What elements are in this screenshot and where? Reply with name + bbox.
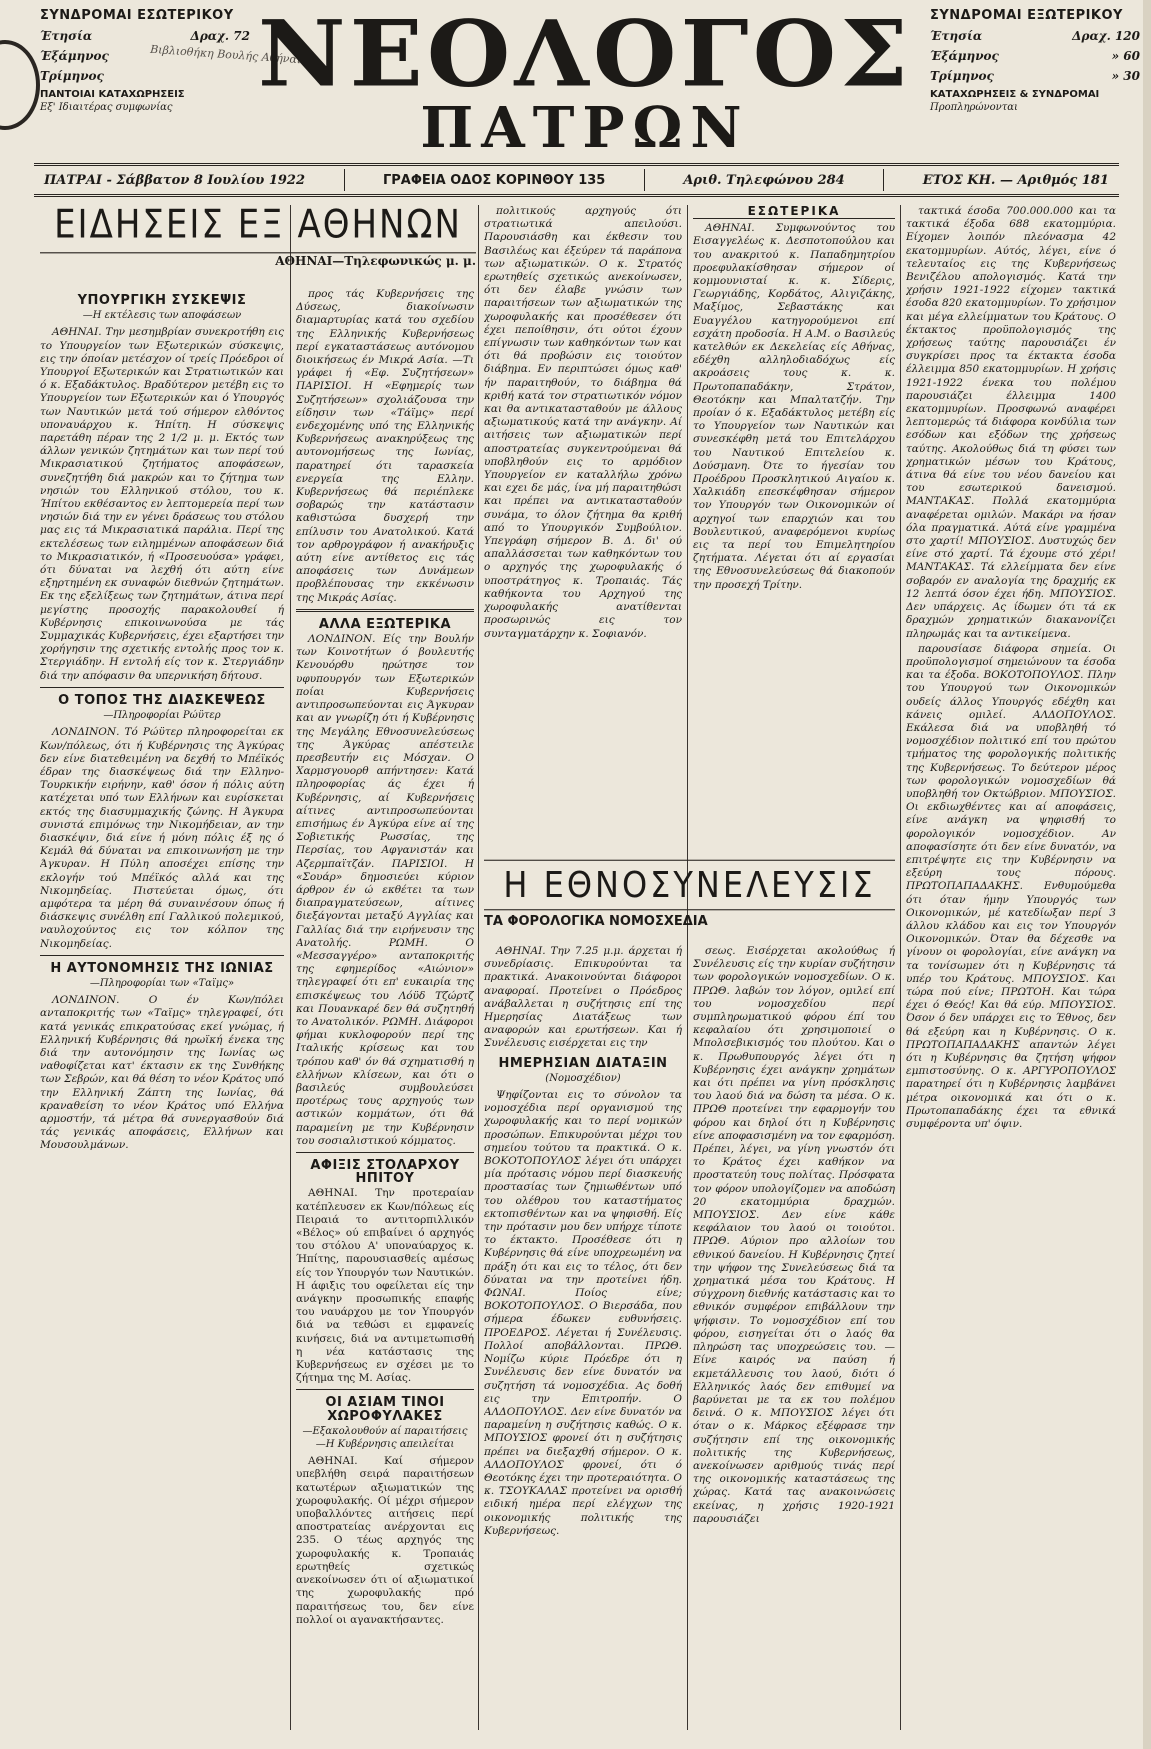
subscription-label: Έξάμηνος <box>40 49 109 63</box>
library-stamp <box>0 40 40 130</box>
article-heading: Η ΑΥΤΟΝΟΜΗΣΙΣ ΤΗΣ ΙΩΝΙΑΣ <box>50 960 274 976</box>
subscription-price: Δραχ. 72 <box>190 29 250 43</box>
article-body: τακτικά έσοδα 700.000.000 και τα τακτικά έξοδα 688 εκατομμύρια. Είχομεν λοιπόν πλεόνασμα 42 εκατομμυρίων. Αύτός, λέγει, είνε ό τελευταίος εις της Κυβερνήσεως Βενιζέλου απολογισμός. Κατά την χρήσιν 1921-1922 είχομεν τακτικά έσοδα 820 εκατομμυρίων. Το χρήσιμον και μέγα ελλείμματων του Κράτους. Ο έκτακτος προϋπολογισμός της χρήσεως ταύτης παρουσιάζει έν συγκρίσει προς τα έκτακτα έσοδα έλλειμμα 850 εκατομμυρίων. Η χρήσις 1921-1922 ένεκα του πολέμου παρουσιάζει έλλειμμα 1400 εκατομμυρίων. Προσφωνώ αναφέρει λεπτομερώς τά διάφορα κονδύλια των εσόδων και εξόδων της χρήσεως ταύτης. Ακολούθως διά τη φύσει των χρηματικών μέσων του Κράτους, άτινα θά είνε του νέου δανείου και του εσωτερικού δανεισμού. ΜΑΝΤΑΚΑΣ. Πολλά εκατομμύρια αναφέρεται ομιλών. Μακάρι να ήσαν όλα πραγματικά. Αύτά είνε γραμμένα στο χαρτί! ΜΠΟΥΣΙΟΣ. Δυστυχώς δεν είνε στό χαρτί. Τά έχουμε στό χέρι! ΜΑΝΤΑΚΑΣ. Τά ελλείμματα δεν είνε σοβαρόν εν αναλογία της δραχμής εκ 12 λεπτά όσον έχει ήδη. ΜΠΟΥΣΙΟΣ. Δεν υπάρχεις. Ας ίδωμεν ότι τά εκ δραχμών χρηματικών διακανονίζει πληρωμάς και τα αντικείμενα. <box>906 205 1116 640</box>
article-body: ΛΟΝΔΙΝΟΝ. Είς την Βουλήν των Κοινοτήτων ό βουλευτής Κενουόρθυ ηρώτησε τον υφυπουργόν των Εξωτερικών ποίαι Κυβερνήσεις αντιπροσωπεύονται εις Άγκυραν και αν γνωρίζη ότι ή Κυβέρνησις της Μεγάλης Εθνοσυνελεύσεως της Άγκύρας απέστειλε πρεσβευτήν εις Μόσχαν. Ο Χαρμσγουορθ απήντησεν: Κατά πληροφορίας άς έχει ή Κυβέρνησις, αί Κυβερνήσεις αίτινες αντιπροσωπεύονται επισήμως έν Άγκύρα είνε αί της Σοβιετικής Ρωσσίας, της Περσίας, του Αφγανιστάν και Αζερμπαϊτζάν. ΠΑΡΙΣΙΟΙ. Η «Σουάρ» δημοσιεύει κύριον άρθρον έν ώ εκθέτει τα των διαπραγματεύσεων, αίτινες διεξάγονται μεταξύ Αγγλίας και Γαλλίας διά την ειρήνευσιν της Ανατολής. ΡΩΜΗ. Ο «Μεσσαγγέρο» ανταποκριτής της εφημερίδος «Αιώνιον» τηλεγραφεί ότι επ' ευκαιρία της επισκέψεως του Λόϋδ Τζώρτζ και Πουανκαρέ δεν θά συζητηθή το Ανατολικόν. ΡΩΜΗ. Διάφοροι φήμαι κυκλοφορούν περί της Ιταλικής κρίσεως και του τρόπου καθ' όν θά σχηματισθή η ελλήνων κλίσεων, και ότι ο βασιλεύς συμβουλεύσει προτέρως τους αρχηγούς των αστικών κομμάτων, ότι θά παραμείνη με την Κυβέρνησιν του σοσιαλιστικού κόμματος. <box>296 633 474 1147</box>
subscription-price: » 30 <box>1111 69 1140 83</box>
assembly-subtitle: ΤΑ ΦΟΡΟΛΟΓΙΚΑ ΝΟΜΟΣΧΕΔΙΑ <box>484 914 708 929</box>
article-body: παρουσίασε διάφορα σημεία. Οι προϋπολογισμοί σημειώνουν τα έσοδα και τα έξοδα. ΒΟΚΟΤΟΠΟΥΛΟΣ. Πλην του Υπουργού των Οικονομικών ουδείς άλλος Υπουργός εδέχθη και κάνεις ομιλεί. ΑΛΔΟΠΟΥΛΟΣ. Εκάλεσα διά να υποβληθή τό νομοσχέδιον πολιτικό επί του πρώτου τμήματος της φορολογικής πολιτικής της Κυβερνήσεως. Το δεύτερον μέρος των φορολογικών νομοσχεδίων θά υποβληθή τον Οκτώβριον. ΜΠΟΥΣΙΟΣ. Οι εκδιωχθέντες και αί αποφάσεις, είνε ανάγκη να ψηφισθή το φορολογικόν νομοσχέδιον. Αν αποφασίσητε ότι δεν είνε δυνατόν, να επιτρέψητε εις την Κυβέρνησιν να εξεύρη τους πόρους. ΠΡΩΤΟΠΑΠΑΔΑΚΗΣ. Ενθυμούμεθα ότι όταν ήμην Υπουργός των Οικονομικών, μέ κατεδίωξαν περί 3 άλλου κλάδου και εις τον Υπουργόν Οικονομικών. Όταν θα δέχεσθε να γίνουν οι φορολογίαι, είνε ανάγκη να τα τονίσωμεν ότι η Κυβέρνησις τά υπέρ του Κράτους. ΜΠΟΥΣΙΟΣ. Και τώρα πού είνε; ΠΡΩΤΟΗ. Και τώρα έχει ό Θεός! Και θά εύρ. ΜΠΟΥΣΙΟΣ. Όσον ό δεν υπάρχει εις το Έθνος, δεν θά εξεύρη και η Κυβέρνησις. Ο κ. ΠΡΩΤΟΠΑΠΑΔΑΚΗΣ απαντών λέγει ότι η Κυβέρνησις θα ζητήση ψήφον εμπιστοσύνης. Ο κ. ΑΡΓΥΡΟΠΟΥΛΟΣ παρατηρεί ότι η Κυβέρνησις λαμβάνει μέτρα οικονομικά και ότι ο κ. Πρωτοπαπαδάκης έχει τα εθνικά συμφέροντα υπ' όψιν. <box>906 642 1116 1131</box>
subscription-row <box>40 69 250 83</box>
issue-date: ΠΑΤΡΑΙ - Σάββατον 8 Ιουλίου 1922 <box>44 172 306 188</box>
column-rule <box>290 205 291 1730</box>
subscription-label: Έτησία <box>930 29 983 43</box>
ads-note: ΠΑΝΤΟΙΑΙ ΚΑΤΑΧΩΡΗΣΕΙΣ <box>40 89 185 100</box>
subscription-label: Τρίμηνος <box>930 69 994 83</box>
article-subheading: —Η εκτέλεσις των αποφάσεων <box>82 310 242 322</box>
page-edge <box>1143 0 1151 1749</box>
column-rule <box>687 205 688 1730</box>
divider <box>40 687 284 688</box>
article-body: ΑΘΗΝΑΙ. Την μεσημβρίαν συνεκροτήθη εις το Υπουργείον των Εξωτερικών σύσκεψις, εις την όποίαν μετέσχον οί τρείς Πρόεδροι οί Υπουργοί Εξωτερικών και Στρατιωτικών και ό κ. Εξαδάκτυλος. Βραδύτερον μετέβη εις το Υπουργείον των Εξωτερικών και ό Υπουργός των Ναυτικών μετά τού σήμερον ελθόντος υποναυάρχου κ. Ήπίτη. Η σύσκεψις παρετάθη πέραν της 2 1/2 μ. μ. Εκτός των άλλων γενικών ζητημάτων και των περί τού Μικρασιατικού ζητήματος αποφάσεων, συνεζητήθη διά μακρών και το ζήτημα των νησιών του Ελληνικού στόλου, του κ. Ήπίτου εκθέσαντος εν λεπτομερεία περί των νησιών διά την εν γένει δράσεως του στόλου μας εις τά Μικρασιατικά παράλια. Περί της εκτελέσεως των ειλημμένων αποφάσεων διά το Μικρασιατικόν, ή «Προσευούσα» γράφει, ότι δύναται να λεχθή ότι αύτη είνε εξηρτημένη εκ συναφών διεθνών ζητημάτων. Εκ της εξελίξεως των ζητημάτων, άτινα περί μεγίστης προσοχής παρακολουθεί ή Κυβέρνησις επικοινωνούσα με τάς Συμμαχικάς Κυβερνήσεις, έχει εξαρτήσει την χορήγησιν της σχετικής εντολής προς τον κ. Στεργιάδην. Η εντολή είς τον κ. Στεργιάδην διά την απόφασιν θα υπερνικήση δήτουσ. <box>40 326 284 682</box>
column-rule <box>900 205 901 1730</box>
domestic-subscription-heading: ΣΥΝΔΡΟΜΑΙ ΕΣΩΤΕΡΙΚΟΥ <box>40 8 234 23</box>
phone-number: Αριθ. Τηλεφώνου 284 <box>683 172 845 188</box>
article-heading: Ο ΤΟΠΟΣ ΤΗΣ ΔΙΑΣΚΕΨΕΩΣ <box>58 692 266 708</box>
subscription-label: Έτησία <box>40 29 93 43</box>
ads-note-detail: Εξ' Ιδιαιτέρας συμφωνίας <box>40 102 173 113</box>
newspaper-title: ΝΕΟΛΟΓΟΣ <box>257 0 913 108</box>
column-3-lower <box>484 945 682 1735</box>
divider <box>644 169 645 191</box>
subscription-label: Έξάμηνος <box>930 49 999 63</box>
article-body: σεως. Εισέρχεται ακολούθως ή Συνέλευσις είς την κυρίαν συζήτησιν των φορολογικών νομοσχεδίων. Ο κ. ΠΡΩΘ. λαβών τον λόγον, ομιλεί επί του νομοσχεδίου περί συμπληρωματικού φόρου έπί του κεφαλαίου ότι χρησιμοποιεί ο Μπολσεβικισμός του πλούτου. Και ο κ. Πρωθυπουργός λέγει ότι η Κυβέρνησις έχει ανάγκην χρημάτων και ότι πρέπει να γίνη πρόσκλησις του λαού διά να δώση τα μέσα. Ο κ. ΠΡΩΘ προτείνει την εφαρμογήν του φόρου και δηλοί ότι η Κυβέρνησις είνε αποφασισμένη να τον εφαρμόση. Πρέπει, λέγει, να γίνη γνωστόν ότι το Κράτος έχει καθήκον να προστατεύη τους πολίτας. Πρόσφατα τον φόρον υπολογίζομεν να αποδώση 20 εκατομμύρια δραχμών. ΜΠΟΥΣΙΟΣ. Δεν είνε κάθε κεφάλαιον του λαού οι τοιούτοι. ΠΡΩΘ. Αύριον προ αλλοίων του εθνικού δανείου. Η Κυβέρνησις ζητεί την ψήφον της Συνελεύσεως διά τα χρηματικά μέσα του Κράτους. Η σύγχρονη διεθνής κατάστασις και το εθνικόν συμφέρον επιβάλλουν την ψήφισιν. Το νομοσχέδιον επί του φόρου, εισηγείται ότι ο λαός θα πληρώση τας υποχρεώσεις του. — Είνε καιρός να παύση ή εκμετάλλευσις του λαού, διότι ό Ελληνικός λαός δεν επιθυμεί να βαρύνεται με τα εκ του πολέμου δεινά. Ο κ. ΜΠΟΥΣΙΟΣ λέγει ότι όταν ο κ. Μάρκος εξέφρασε την συζήτησιν επί της οικονομικής πολιτικής της Κυβερνήσεως, ανεκοίνωσεν αριθμούς τινάς περί της οικονομικής καταστάσεως της χώρας. Κατά τας ανακοινώσεις εκείνας, η χρήσις 1920-1921 παρουσιάζει <box>693 945 895 1525</box>
article-body: ΛΟΝΔΙΝΟΝ. Τό Ρώϋτερ πληροφορείται εκ Κων/πόλεως, ότι ή Κυβέρνησις της Άγκύρας δεν είνε διατεθειμένη να δεχθή το Μπέϊκός έδραν της διασκέψεως διά την Ελληνο-Τουρκικήν ειρήνην, καθ' όσον ή πόλις αύτη κατέχεται υπό των Ελλήνων και ευρίσκεται εκτός της διασυμμαχικής ζώνης. Η Άγκυρα συνιστά επιμόνως την Νικομήδειαν, αν την διασκέψιν, διά είνε ή μόνη πόλις έξ ης ό Κεμάλ θά δύναται να επικοινωνήση με την Άγκυραν. Η Πύλη αποσέχει επίσης την εκλογήν τού Μπέϊκός αλλά και της Νικομηδείας. Πιστεύεται όμως, ότι αμφότερα τα μέρη θά συναινέσουν όπως ή διάσκεψις συνέλθη επί Γαλλικού πολεμικού, ναυλοχούντος εις τον κόλπον της Νικομηδείας. <box>40 726 284 950</box>
article-body: ΛΟΝΔΙΝΟΝ. Ο έν Κων/πόλει ανταποκριτής των «Ταϊμς» τηλεγραφεί, ότι κατά γενικάς επικρατούσας εκεί γνώμας, ή Ελληνική Κυβέρνησις θά ηρωϊκή ένεκα της διά την αυτονόμησιν της Ιωνίας ως ναθοφίζεται κατ' έκτασιν εκ της Συνθήκης των Σεβρών, και θά θέση το νέον Κράτος υπό την Ελληνική Ζάπτη της Ιωνίας, θά κραναθείση το νέον Κράτος υπό Ελλήνα αρμοστήν, τά μέτρα θά συνεργασθούν διά τάς γενικάς αποφάσεις, Ελλήνων και Μουσουλμάνων. <box>40 994 284 1152</box>
article-heading: ΟΙ ΑΣΙΑΜ ΤΙΝΟΙ ΧΩΡΟΦΥΛΑΚΕΣ <box>325 1395 445 1424</box>
subscription-label: Τρίμηνος <box>40 69 104 83</box>
agenda-heading: ΗΜΕΡΗΣΙΑΝ ΔΙΑΤΑΞΙΝ <box>498 1055 668 1071</box>
handwritten-note: Βιβλιοθήκη Βουλής Αθήναι <box>149 42 302 67</box>
column-2 <box>296 288 474 1733</box>
divider <box>40 955 284 956</box>
column-4-top <box>693 205 895 855</box>
office-address: ΓΡΑΦΕΙΑ ΟΔΟΣ ΚΟΡΙΝΘΟΥ 135 <box>382 172 606 188</box>
article-heading: ΥΠΟΥΡΓΙΚΗ ΣΥΣΚΕΨΙΣ <box>77 293 247 308</box>
divider <box>883 169 884 191</box>
banner-heading: ΕΙΔΗΣΕΙΣ ΕΞ ΑΘΗΝΩΝ <box>40 202 476 254</box>
foreign-subscription-box <box>930 8 1140 113</box>
article-body: προς τάς Κυβερνήσεις της Δύσεως, διακοίνωσιν διαμαρτυρίας κατά του σχεδίου της Ελληνικής Κυβερνήσεως περί εγκαταστάσεως αυτόνομου διοικήσεως έν Μικρά Ασία. —Τι γράφει ή «Εφ. Συζητήσεων» ΠΑΡΙΣΙΟΙ. Η «Εφημερίς των Συζητήσεων» σχολιάζουσα την είδησιν των «Τάϊμς» περί ενδεχομένης υπό της Ελληνικής Κυβερνήσεως ανακηρύξεως της αυτονομήσεως της Ιωνίας, παρατηρεί ότι ταρασκεία ενεργεία της Ελλην. Κυβερνήσεως θά περιέπλεκε σοβαρώς την κατάστασιν καθιστώσα δυσχερή την επίλυσιν του Ανατολικού. Κατά τον αρθρογράφον ή ανακήρυξις αύτη είνε αντίθετος εις τάς αποφάσεις των Δυνάμεων προβλέπουσας την εκκένωσιν της Μικράς Ασίας. <box>296 288 474 604</box>
ads-note-detail: Προπληρώνονται <box>930 102 1018 113</box>
article-subheading: —Πληροφορίαι των «Ταϊμς» <box>89 977 235 989</box>
assembly-title: Η ΕΘΝΟΣΥΝΕΛΕΥΣΙΣ <box>484 860 895 911</box>
issue-number: ΕΤΟΣ ΚΗ. — Αριθμός 181 <box>922 172 1109 188</box>
article-subheading: —Πληροφορίαι Ρώϋτερ <box>103 710 221 722</box>
subscription-row <box>40 29 250 43</box>
article-body: ΑΘΗΝΑΙ. Την 7.25 μ.μ. άρχεται ή συνεδρίασις. Επικυρούνται τα πρακτικά. Ανακοινούνται διάφοροι αναφοραί. Προτείνει ο Πρόεδρος ανάβαλλεται η συζήτησις επί της Ημερησίας Διατάξεως των αναφορών και ερωτήσεων. Και ή Συνέλευσις εισέρχεται εις την <box>484 945 682 1050</box>
athens-news-banner <box>40 201 476 272</box>
article-heading: ΑΦΙΞΙΣ ΣΤΟΛΑΡΧΟΥ ΗΠΙΤΟΥ <box>310 1158 460 1187</box>
divider <box>296 609 474 612</box>
article-body: ΑΘΗΝΑΙ. Καί σήμερον υπεβλήθη σειρά παραιτήσεων κατωτέρων αξιωματικών της χωροφυλακής. Οί μέχρι σήμερον υποβαλλόντες αιτήσεις περί αποστρατείας ανέρχονται εις 235. Ο τέως αρχηγός της χωροφυλακής κ. Τροπαιάς ερωτηθείς σχετικώς ανεκοίνωσεν ότι οί αξιωματικοί της χωροφυλακής πρό παραιτήσεως του, δεν είνε πολλοί οι αγανακτήσαντες. <box>296 1455 474 1626</box>
column-5 <box>906 205 1116 1730</box>
column-1 <box>40 288 284 1733</box>
agenda-subheading: (Νομοσχέδιον) <box>545 1072 621 1084</box>
article-heading: ΑΛΛΑ ΕΞΩΤΕΡΙΚΑ <box>318 616 452 632</box>
column-3-top <box>484 205 682 855</box>
subscription-row <box>930 49 1140 63</box>
divider <box>344 169 345 191</box>
masthead <box>0 0 1151 160</box>
article-subheading: —Εξακολουθούν αί παραιτήσεις —Η Κυβέρνησις απειλείται <box>302 1425 468 1451</box>
article-body: πολιτικούς αρχηγούς ότι στρατιωτικά απειλούσι. Παρουσιάσθη και έκθεσιν του Βασιλέως και έξεύρεν τά παράπονα των αξιωματικών. Ο κ. Στρατός ερωτηθείς σχετικώς ανεκοίνωσεν, ότι δεν έλαβε γνώσιν των παραιτήσεων των αξιωματικών της χωροφυλακής και προσέθεσεν ότι έχει πεποίθησιν, ότι ούτοι έχουν επίγνωσιν των καθηκόντων των και ότι θά προβώσιν εις τοιούτον διάβημα. Εν περιπτώσει όμως καθ' ήν παραιτηθούν, το διάβημα θά κριθή κατά τον στρατιωτικόν νόμον και θα αντικατασταθούν με άλλους αξιωματικούς κατά την ανάγκην. Αί αιτήσεις των αξιωματικών περί αποστρατείας συγκεντρούμεναι θά υποβληθούν εις το αρμόδιον Υπουργείον εν καταλλήλω χρόνω και εχει δε μάς, ίνα μή παραιτηθώσι και πρέπει να αντικατασταθούν συνάμα, το όλον ζήτημα θα κριθή από το Υπουργικόν Συμβούλιον. Υπεγράφη σήμερον Β. Δ. δι' ού απαλλάσσεται των καθηκόντων του ο αρχηγός της χωροφυλακής ό υποστράτηγος κ. Τροπαιάς. Τάς καθήκοντα του Αρχηγού της χωροφυλακής ανατίθενται προσωρινώς εις τον συνταγματάρχην κ. Σοφιανόν. <box>484 205 682 640</box>
subscription-row <box>930 29 1140 43</box>
foreign-subscription-heading: ΣΥΝΔΡΟΜΑΙ ΕΞΩΤΕΡΙΚΟΥ <box>930 8 1123 23</box>
column-rule <box>478 205 479 1730</box>
assembly-header <box>484 862 895 929</box>
banner-source: ΑΘΗΝΑΙ—Τηλεφωνικώς μ. μ. <box>275 254 476 268</box>
column-4-lower <box>693 945 895 1735</box>
domestic-news-heading: ΕΣΩΤΕΡΙΚΑ <box>693 205 895 219</box>
newspaper-subtitle: ΠΑΤΡΩΝ <box>420 95 750 161</box>
subscription-price: Δραχ. 120 <box>1072 29 1140 43</box>
subscription-row <box>930 69 1140 83</box>
ads-note: ΚΑΤΑΧΩΡΗΣΕΙΣ & ΣΥΝΔΡΟΜΑΙ <box>930 89 1100 100</box>
subscription-price: » 60 <box>1111 49 1140 63</box>
divider <box>296 1152 474 1153</box>
divider <box>296 1389 474 1390</box>
dateline-bar <box>34 163 1119 197</box>
article-body: ΑΘΗΝΑΙ. Την προτεραίαν κατέπλευσεν εκ Κων/πόλεως είς Πειραιά το αντιτορπιλλικόν «Βέλος» ού επιβαίνει ό αρχηγός του στόλου Α' υποναύαρχος κ. Ήπίτης, παρουσιασθείς αμέσως είς τον Υπουργόν των Ναυτικών. Η άφιξις του οφείλεται είς την ανάγκην προσωπικής επαφής του ναυάρχου με τον Υπουργόν διά να τεθώσι ει εμφανείς κινήσεις, διά να αντιμετωπισθή η νέα κατάστασις της Κυβερνήσεως εν σχέσει με το ζήτημα της Μ. Ασίας. <box>296 1187 474 1385</box>
article-body: Ψηφίζονται εις το σύνολον τα νομοσχέδια περί οργανισμού της χωροφυλακής και το περί νομικών προσώπων. Επικυρούνται μέχρι του σημείου τούτου τα πρακτικά. Ο κ. ΒΟΚΟΤΟΠΟΥΛΟΣ λέγει ότι υπάρχει μία πρότασις νόμου περί διασκευής προστασίας των ζημιωθέντων υπό του ολέθρου του καταστήματος εκτοπισθέντων και να ψηφισθή. Είς την πρότασιν μου δεν υπήρχε τίποτε το έκτακτο. Προσέθεσε ότι η Κυβέρνησις θά είνε υποχρεωμένη να πράξη ότι και εις το τέλος, ότι δεν δύναται να την προτείνει ήδη. ΦΩΝΑΙ. Ποίος είνε; ΒΟΚΟΤΟΠΟΥΛΟΣ. Ο Βιερσάδα, που σήμερα έδωκεν ευθυνήσεις. ΠΡΟΕΔΡΟΣ. Λέγεται ή Συνέλευσις. Πολλοί αποβάλλονται. ΠΡΩΘ. Νομίζω κύριε Πρόεδρε ότι η Συνέλευσις δεν είνε δυνατόν να συζητήση τά νομοσχέδια. Ας δοθή εις την Επιτροπήν. Ο ΑΛΔΟΠΟΥΛΟΣ. Δεν είνε δυνατόν να παραμείνη η συζήτησις καθώς. Ο κ. ΜΠΟΥΣΙΟΣ φρονεί ότι η συζήτησις πρέπει να διεξαχθή σήμερον. Ο κ. ΑΛΔΟΠΟΥΛΟΣ φρονεί, ότι ό Θεοτόκης έχει την προτεραιότητα. Ο κ. ΤΣΟΥΚΑΛΑΣ προτείνει να ορισθή ειδική ημέρα περί ελέγχων της οικονομικής πολιτικής της Κυβερνήσεως. <box>484 1089 682 1537</box>
article-body: ΑΘΗΝΑΙ. Συμφωνούντος του Εισαγγελέως κ. Δεσποτοπούλου και του ανακριτού κ. Παπαδημητρίου προεφυλακίσθησαν σήμερον οί κομμουνισταί κ. κ. Σίδερις, Γεωργιάδης, Κορδάτος, Αλιγιζάκης, Μαξίμος, Σεβαστάκης και Ευαγγέλου κατηγορούμενοι επί εσχάτη προδοσία. Η Α.Μ. ο Βασιλεύς κατελθών εκ Δεκελείας είς Αθήνας, εδέχθη αλληλοδιαδόχως είς ακροάσεις τους κ. κ. Πρωτοπαπαδάκην, Στράτον, Θεοτόκην και Μπαλτατζήν. Την προίαν ό κ. Εξαδάκτυλος μετέβη είς το Υπουργείον των Ναυτικών και συνεσκέφθη μετά του Επιτελάρχου του Ναυτικού Επιτελείου κ. Δούσμανη. Ότε το ήγεσίαν του Προέδρου Προσκλητικού Αιγαίου κ. Χαλκιάδη επεσκέφθησαν σήμερον τον Υπουργόν των Οικονομικών οί αρχηγοί των επαρχιών και του Βουλευτικού, αναφερόμενοι κυρίως εις τα περί του Επιμελητηρίου ζητήματα. Λέγεται ότι αί εργασίαι της Εθνοσυνελεύσεως θά διακοπούν την προσεχή Τρίτην. <box>693 222 895 591</box>
